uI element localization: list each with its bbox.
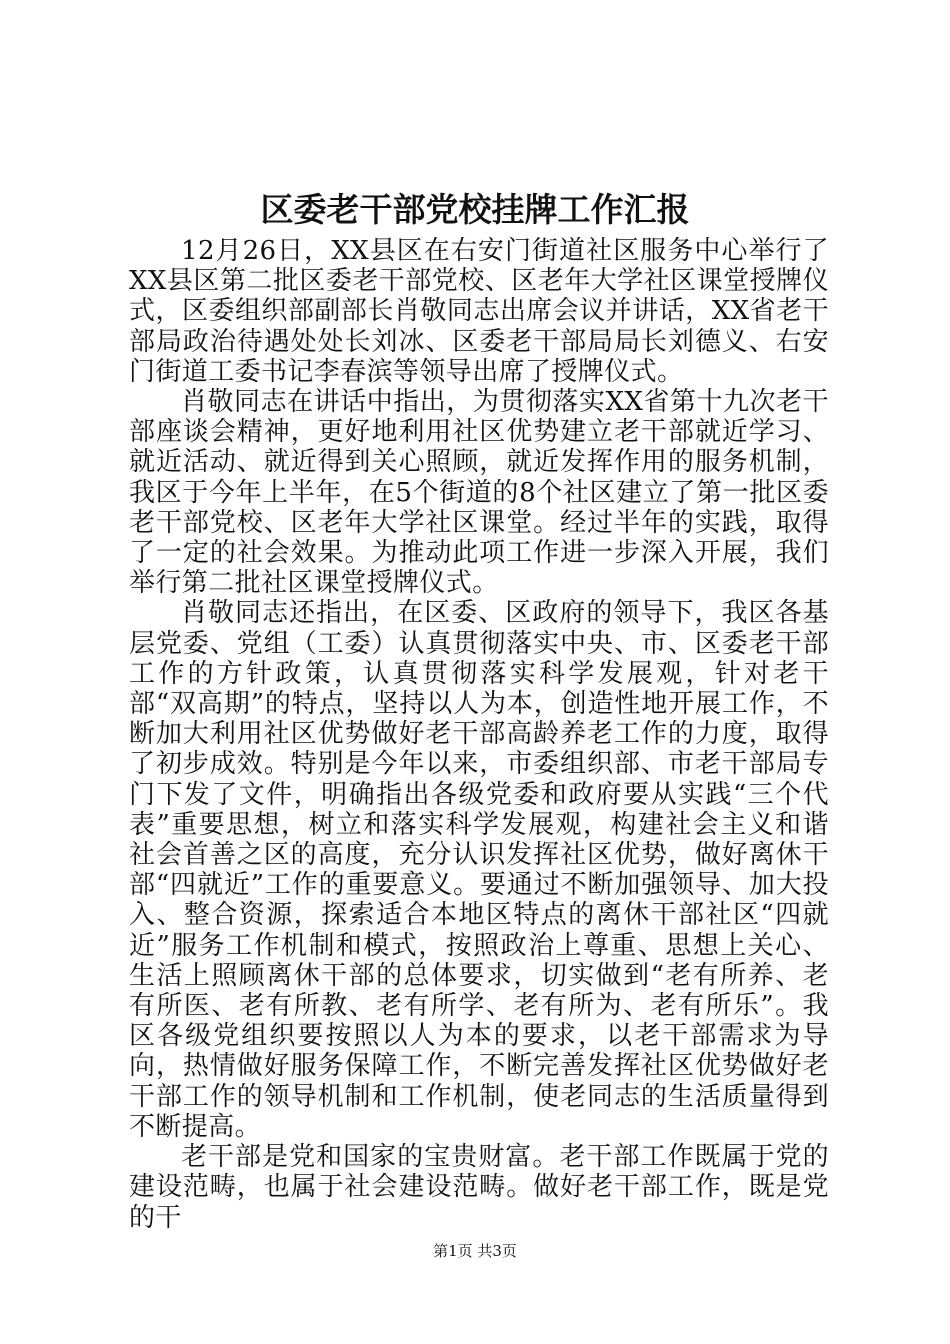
document-body [129, 236, 829, 1233]
paragraph-2: 肖敬同志在讲话中指出，为贯彻落实XX省第十九次老干部座谈会精神，更好地利用社区优势建立老干部就近学习、就近活动、就近得到关心照顾，就近发挥作用的服务机制，我区于今年上半年，在5个街道的8个社区建立了第一批区委老干部党校、区老年大学社区课堂。经过半年的实践，取得了一定的社会效果。为推动此项工作进一步深入开展，我们举行第二批社区课堂授牌仪式。 [129, 387, 829, 599]
paragraph-1: 12月26日，XX县区在右安门街道社区服务中心举行了XX县区第二批区委老干部党校、区老年大学社区课堂授牌仪式，区委组织部副部长肖敬同志出席会议并讲话，XX省老干部局政治待遇处处长刘冰、区委老干部局局长刘德义、右安门街道工委书记李春滨等领导出席了授牌仪式。 [129, 236, 829, 387]
paragraph-4: 老干部是党和国家的宝贵财富。老干部工作既属于党的建设范畴，也属于社会建设范畴。做好老干部工作，既是党的干 [129, 1142, 829, 1233]
document-title: 区委老干部党校挂牌工作汇报 [260, 190, 690, 229]
page-indicator: 第1页 共3页 [433, 1242, 517, 1260]
paragraph-3: 肖敬同志还指出，在区委、区政府的领导下，我区各基层党委、党组（工委）认真贯彻落实中央、市、区委老干部工作的方针政策，认真贯彻落实科学发展观，针对老干部“双高期”的特点，坚持以人为本，创造性地开展工作，不断加大利用社区优势做好老干部高龄养老工作的力度，取得了初步成效。特别是今年以来，市委组织部、市老干部局专门下发了文件，明确指出各级党委和政府要从实践“三个代表”重要思想，树立和落实科学发展观，构建社会主义和谐社会首善之区的高度，充分认识发挥社区优势，做好离休干部“四就近”工作的重要意义。要通过不断加强领导、加大投入、整合资源，探索适合本地区特点的离休干部社区“四就近”服务工作机制和模式，按照政治上尊重、思想上关心、生活上照顾离休干部的总体要求，切实做到“老有所养、老有所医、老有所教、老有所学、老有所为、老有所乐”。我区各级党组织要按照以人为本的要求，以老干部需求为导向，热情做好服务保障工作，不断完善发挥社区优势做好老干部工作的领导机制和工作机制，使老同志的生活质量得到不断提高。 [129, 598, 829, 1142]
